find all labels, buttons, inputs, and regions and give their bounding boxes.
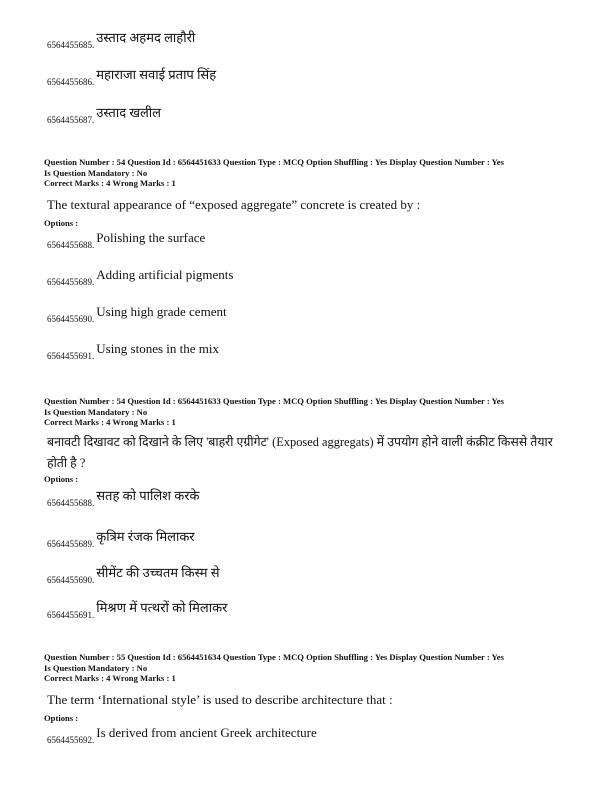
option-text: उस्ताद खलील	[96, 105, 161, 120]
option-id: 6564455689.	[47, 277, 95, 287]
option-text: मिश्रण में पत्थरों को मिलाकर	[96, 600, 228, 615]
option-text: Polishing the surface	[96, 230, 206, 245]
question-text: The term ‘International style’ is used to describe architecture that :	[47, 692, 393, 707]
option-id: 6564455687.	[47, 115, 95, 125]
option-row	[47, 565, 220, 588]
option-text: Using stones in the mix	[96, 341, 220, 356]
option-text: महाराजा सवाई प्रताप सिंह	[96, 67, 217, 82]
options-label: Options :	[44, 474, 79, 484]
option-text: सीमेंट की उच्चतम किस्म से	[96, 565, 220, 580]
question-meta	[44, 157, 504, 189]
option-id: 6564455690.	[47, 314, 95, 324]
option-text: उस्ताद अहमद लाहौरी	[96, 30, 196, 45]
option-row	[47, 341, 220, 364]
option-id: 6564455688.	[47, 498, 95, 508]
option-id: 6564455688.	[47, 240, 95, 250]
option-row	[47, 267, 234, 290]
question-meta-line: Question Number : 54 Question Id : 6564451633 Question Type : MCQ Option Shuffling : Yes Display Question Number : Yes	[44, 396, 504, 406]
option-row	[47, 304, 227, 327]
option-id: 6564455691.	[47, 351, 95, 361]
options-label: Options :	[44, 218, 79, 228]
question-meta-line: Correct Marks : 4 Wrong Marks : 1	[44, 673, 176, 683]
option-text: Is derived from ancient Greek architecture	[96, 725, 317, 740]
options-label: Options :	[44, 713, 79, 723]
option-row	[47, 725, 317, 748]
option-id: 6564455690.	[47, 575, 95, 585]
option-row	[47, 529, 195, 552]
option-id: 6564455686.	[47, 77, 95, 87]
question-meta-line: Is Question Mandatory : No	[44, 167, 148, 178]
question-text-line: बनावटी दिखावट को दिखाने के लिए 'बाहरी एग्रीगेट' (Exposed aggregats) में उपयोग होने वाली कंक्रीट किससे तैयार	[47, 435, 553, 449]
question-text	[47, 432, 553, 474]
question-meta-line: Is Question Mandatory : No	[44, 406, 148, 417]
option-row	[47, 230, 206, 253]
option-row	[47, 67, 217, 90]
question-meta-line: Correct Marks : 4 Wrong Marks : 1	[44, 178, 176, 188]
option-row	[47, 105, 161, 128]
option-text: सतह को पालिश करके	[96, 488, 200, 503]
question-meta	[44, 396, 504, 428]
option-text: कृत्रिम रंजक मिलाकर	[96, 529, 195, 544]
option-id: 6564455691.	[47, 610, 95, 620]
question-meta-line: Is Question Mandatory : No	[44, 662, 148, 673]
option-text: Adding artificial pigments	[96, 267, 234, 282]
option-id: 6564455689.	[47, 539, 95, 549]
question-meta	[44, 652, 504, 684]
question-meta-line: Question Number : 55 Question Id : 6564451634 Question Type : MCQ Option Shuffling : Yes Display Question Number : Yes	[44, 652, 504, 662]
question-meta-line: Question Number : 54 Question Id : 6564451633 Question Type : MCQ Option Shuffling : Yes Display Question Number : Yes	[44, 157, 504, 167]
question-text: The textural appearance of “exposed aggregate” concrete is created by :	[47, 197, 421, 212]
option-row	[47, 488, 200, 511]
option-id: 6564455692.	[47, 735, 95, 745]
question-text-line: होती है ?	[47, 456, 86, 470]
option-row	[47, 600, 228, 623]
question-meta-line: Correct Marks : 4 Wrong Marks : 1	[44, 417, 176, 427]
option-text: Using high grade cement	[96, 304, 227, 319]
option-row	[47, 30, 196, 53]
option-id: 6564455685.	[47, 40, 95, 50]
